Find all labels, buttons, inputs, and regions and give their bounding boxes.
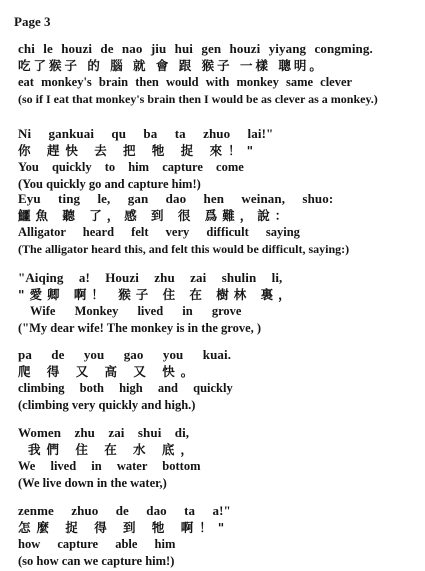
pinyin-line: "Aiqing a! Houzi zhu zai shulin li, <box>18 270 283 285</box>
gloss-line: climbing both high and quickly <box>18 381 233 395</box>
passage-block <box>18 347 418 413</box>
chinese-line: 我們 住 在 水 底， <box>28 441 199 457</box>
translation-line: ("My dear wife! The monkey is in the grove, ) <box>18 320 262 335</box>
pinyin-line: zenme zhuo de dao ta a!" <box>18 503 231 518</box>
translation-line: (climbing very quickly and high.) <box>18 397 196 412</box>
passage-block <box>18 503 418 569</box>
translation-line: (We live down in the water,) <box>18 475 167 490</box>
chinese-line: 爬 得 又 高 又 快。 <box>18 363 200 379</box>
gloss-line: eat monkey's brain then would with monkey same clever <box>18 75 353 89</box>
chinese-line: 你 趕快 去 把 牠 捉 來！" <box>18 142 260 158</box>
passage-block <box>18 41 418 107</box>
gloss-line: Wife Monkey lived in grove <box>30 304 242 318</box>
translation-line: (so if I eat that monkey's brain then I would be as clever as a monkey.) <box>18 91 378 106</box>
translation-line: (You quickly go and capture him!) <box>18 176 201 191</box>
passage-block <box>18 126 418 192</box>
chinese-line: "愛卿 啊！ 猴子 住 在 樹林 裏， <box>18 286 296 302</box>
passage-block <box>18 191 418 257</box>
chinese-line: 吃了猴子 的 腦 就 會 跟 猴子 一樣 聰明。 <box>18 57 325 73</box>
translation-line: (so how can we capture him!) <box>18 553 175 568</box>
gloss-line: We lived in water bottom <box>18 459 201 473</box>
pinyin-line: Ni gankuai qu ba ta zhuo lai!" <box>18 126 274 141</box>
pinyin-line: Women zhu zai shui di, <box>18 425 190 440</box>
pinyin-line: chi le houzi de nao jiu hui gen houzi yiyang congming. <box>18 41 373 56</box>
gloss-line: how capture able him <box>18 537 176 551</box>
passage-block <box>18 270 418 336</box>
pinyin-line: Eyu ting le, gan dao hen weinan, shuo: <box>18 191 334 206</box>
page-label: Page 3 <box>14 14 51 29</box>
gloss-line: Alligator heard felt very difficult saying <box>18 225 300 239</box>
pinyin-line: pa de you gao you kuai. <box>18 347 232 362</box>
gloss-line: You quickly to him capture come <box>18 160 244 174</box>
passage-block <box>18 425 418 491</box>
chinese-line: 怎麼 捉 得 到 牠 啊！" <box>18 519 231 535</box>
translation-line: (The alligator heard this, and felt this would be difficult, saying:) <box>18 241 350 256</box>
chinese-line: 鱷魚 聽 了，感 到 很 爲難，說： <box>18 207 293 223</box>
